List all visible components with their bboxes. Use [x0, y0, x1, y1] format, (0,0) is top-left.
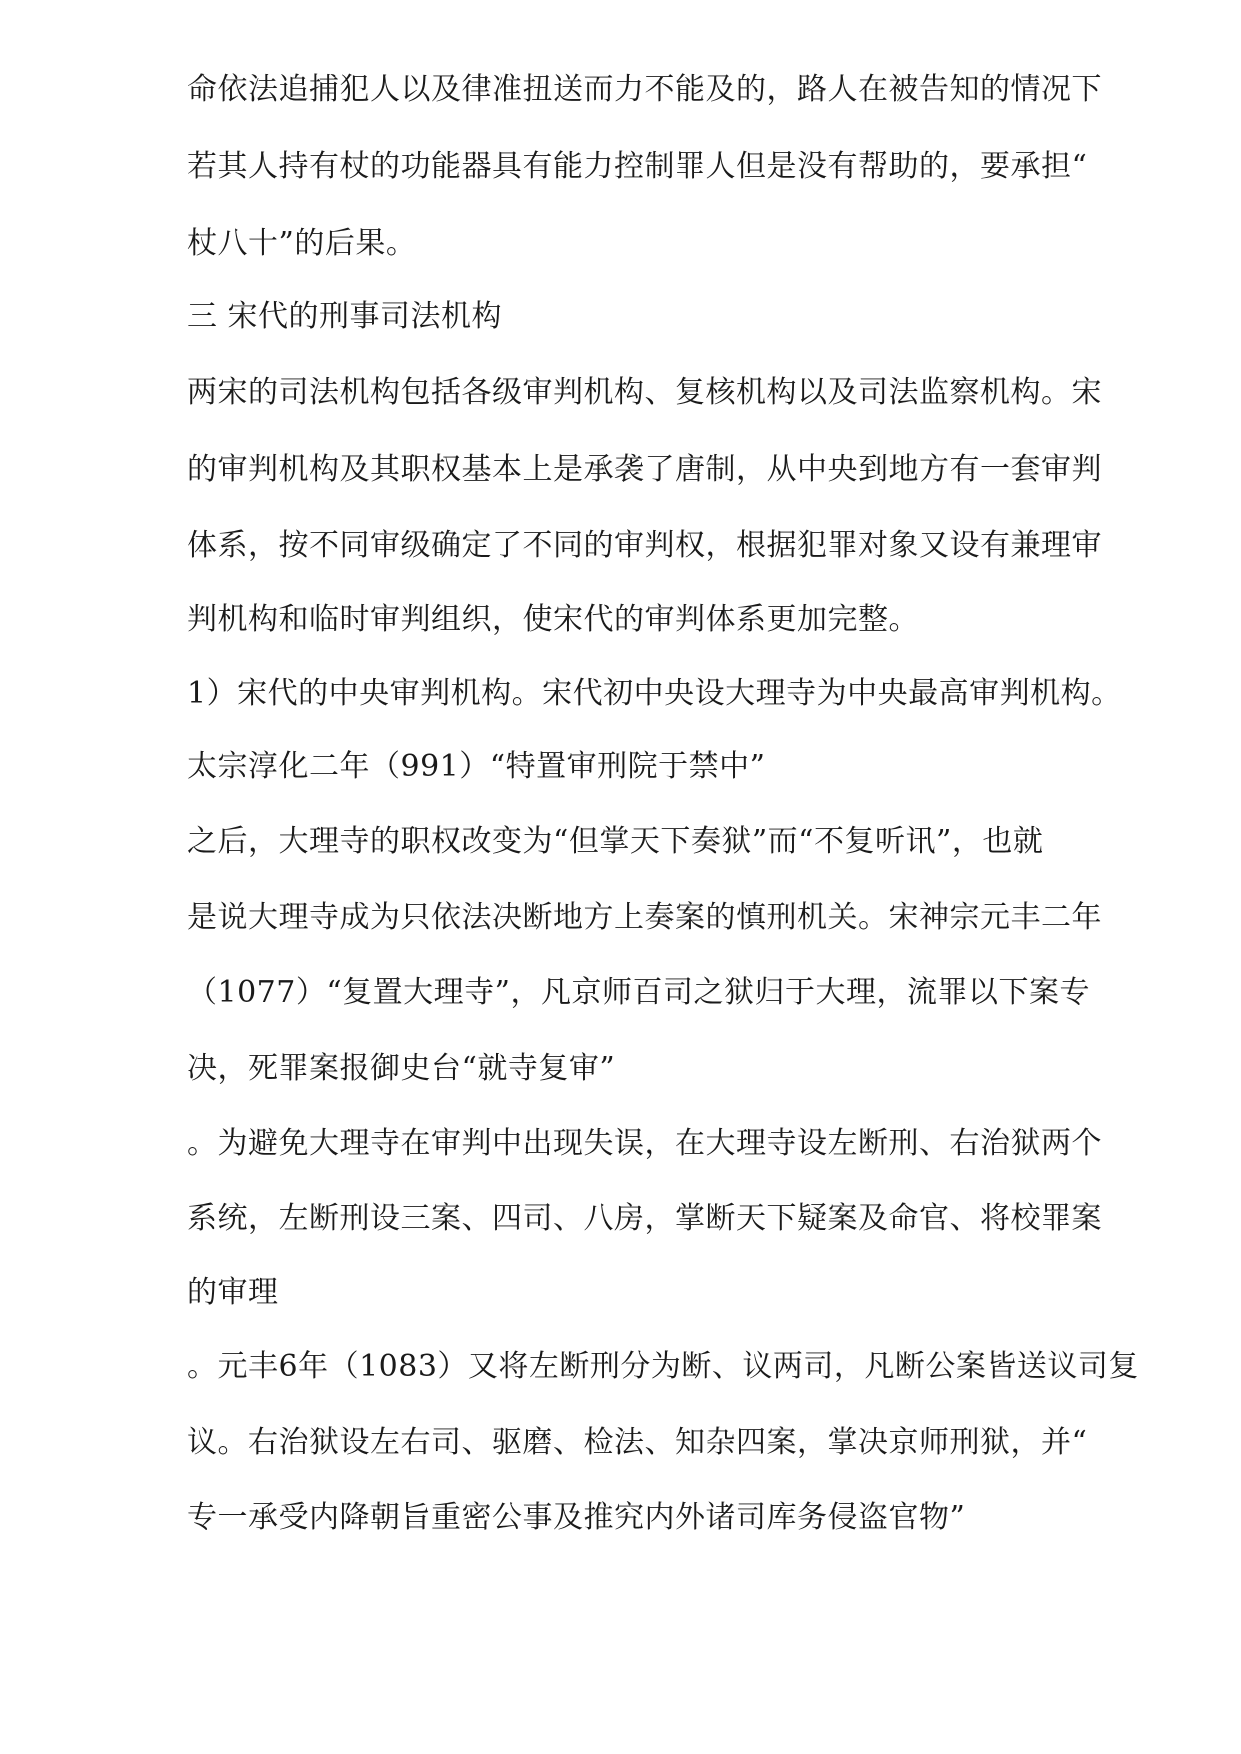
text-line: 1）宋代的中央审判机构。宋代初中央设大理寺为中央最高审判机构。	[187, 676, 1122, 711]
text-line: 的审判机构及其职权基本上是承袭了唐制，从中央到地方有一套审判	[187, 452, 1102, 487]
text-line: 系统，左断刑设三案、四司、八房，掌断天下疑案及命官、将校罪案	[187, 1201, 1102, 1236]
text-line: 议。右治狱设左右司、驱磨、检法、知杂四案，掌决京师刑狱，并“	[187, 1425, 1088, 1460]
text-line: 两宋的司法机构包括各级审判机构、复核机构以及司法监察机构。宋	[187, 375, 1102, 410]
text-line: 是说大理寺成为只依法决断地方上奏案的慎刑机关。宋神宗元丰二年	[187, 900, 1102, 935]
text-line: 判机构和临时审判组织，使宋代的审判体系更加完整。	[187, 602, 919, 637]
text-line: 命依法追捕犯人以及律准扭送而力不能及的，路人在被告知的情况下	[187, 72, 1102, 107]
text-line: 之后，大理寺的职权改变为“但掌天下奏狱”而“不复听讯”，也就	[187, 824, 1044, 859]
text-line: 的审理	[187, 1275, 279, 1310]
text-line: 太宗淳化二年（991）“特置审刑院于禁中”	[187, 749, 766, 784]
text-line: 决，死罪案报御史台“就寺复审”	[187, 1051, 616, 1086]
section-heading: 三 宋代的刑事司法机构	[187, 299, 503, 334]
text-line: 杖八十”的后果。	[187, 226, 417, 261]
text-line: 若其人持有杖的功能器具有能力控制罪人但是没有帮助的，要承担“	[187, 149, 1088, 184]
text-line: 。元丰6年（1083）又将左断刑分为断、议两司，凡断公案皆送议司复	[187, 1349, 1139, 1384]
text-line: 专一承受内降朝旨重密公事及推究内外诸司库务侵盗官物”	[187, 1500, 966, 1535]
text-line: （1077）“复置大理寺”，凡京师百司之狱归于大理，流罪以下案专	[187, 975, 1091, 1010]
text-line: 。为避免大理寺在审判中出现失误，在大理寺设左断刑、右治狱两个	[187, 1126, 1102, 1161]
text-line: 体系，按不同审级确定了不同的审判权，根据犯罪对象又设有兼理审	[187, 528, 1102, 563]
